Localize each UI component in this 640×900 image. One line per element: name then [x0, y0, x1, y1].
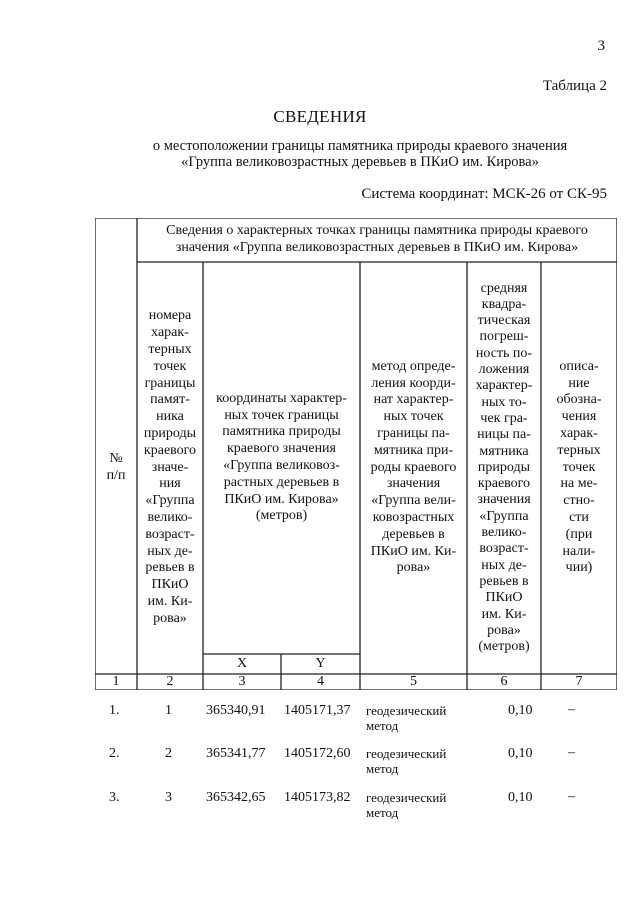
header-col-y: Y [315, 655, 326, 671]
row-desc: – [568, 702, 575, 717]
row-point: 1 [165, 703, 172, 718]
header-col-x: X [236, 655, 248, 671]
row-np: 2. [109, 746, 120, 761]
row-method: геодезический метод [366, 790, 447, 820]
row-error: 0,10 [508, 790, 533, 805]
header-col-desc: описа- ние обозна- чения харак- терных точек на ме- стно- сти (при нали- чии) [556, 358, 602, 576]
row-error: 0,10 [508, 703, 533, 718]
row-x: 365342,65 [206, 790, 266, 805]
col-number-7: 7 [575, 673, 583, 689]
document-subtitle: о местоположении границы памятника природы краевого значения «Группа великовозрастных деревьев в ПКиО им. Кирова» [152, 138, 568, 170]
row-error: 0,10 [508, 746, 533, 761]
header-col-method: метод опреде- ления коорди- нат характер- ных точек границы па- мятника при- роды краевого значения «Группа вели- ковозрастных деревьев в ПКиО им. Ки- рова» [370, 358, 457, 576]
col-number-2: 2 [166, 673, 174, 689]
page-number: 3 [597, 38, 605, 54]
row-x: 365341,77 [206, 746, 266, 761]
row-desc: – [568, 789, 575, 804]
table-reference: Таблица 2 [542, 78, 607, 94]
row-point: 3 [165, 790, 172, 805]
row-y: 1405173,82 [284, 790, 351, 805]
row-point: 2 [165, 746, 172, 761]
coordinate-system: Система координат: МСК-26 от СК-95 [361, 186, 607, 202]
row-x: 365340,91 [206, 703, 266, 718]
row-desc: – [568, 745, 575, 760]
row-method: геодезический метод [366, 746, 447, 776]
header-col-error: средняя квадра- тическая погреш- ность по- ложения характер- ных то- чек гра- ницы па- мятника природы краевого значения «Группа велико- возраст- ных де- ревьев в ПКиО им. Ки- рова» (метров) [475, 280, 533, 655]
row-np: 3. [109, 790, 120, 805]
header-group-title: Сведения о характерных точках границы памятника природы краевого значения «Группа великовозрастных деревьев в ПКиО им. Кирова» [166, 223, 588, 255]
col-number-4: 4 [317, 673, 324, 689]
col-number-1: 1 [112, 673, 120, 689]
header-col-coords: координаты характер- ных точек границы памятника природы краевого значения «Группа великовоз- растных деревьев в ПКиО им. Кирова» (метров) [216, 390, 347, 524]
header-col-np: № п/п [106, 451, 126, 483]
row-method: геодезический метод [366, 703, 447, 733]
row-y: 1405172,60 [284, 746, 351, 761]
col-number-5: 5 [410, 673, 417, 689]
document-title: СВЕДЕНИЯ [273, 107, 367, 126]
col-number-3: 3 [238, 673, 246, 689]
col-number-6: 6 [500, 673, 508, 689]
header-col-points: номера харак- терных точек границы памят- ника природы краевого значе- ния «Группа велико- возраст- ных де- ревьев в ПКиО им. Ки- рова» [143, 308, 197, 626]
row-np: 1. [109, 703, 120, 718]
row-y: 1405171,37 [284, 703, 351, 718]
